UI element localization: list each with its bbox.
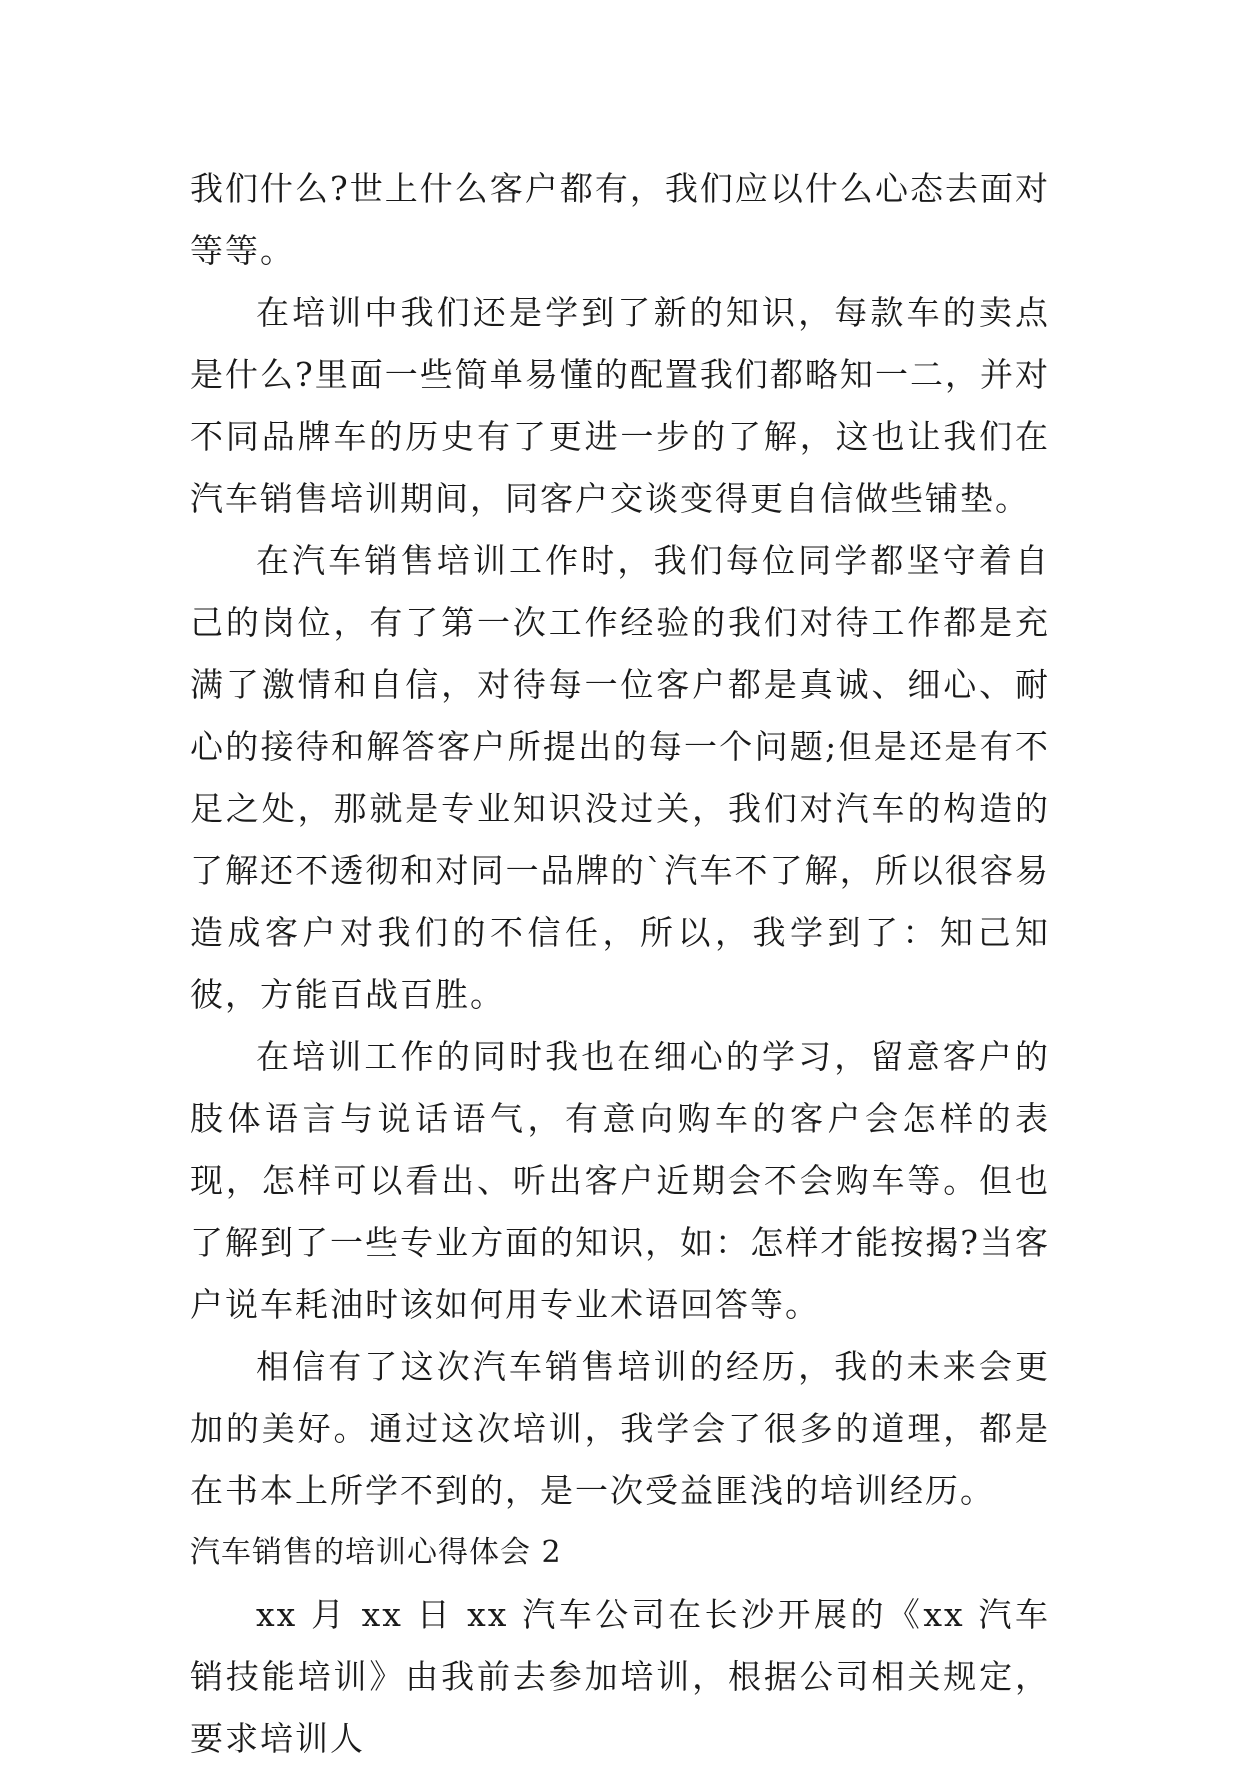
paragraph-5: 相信有了这次汽车销售培训的经历，我的未来会更加的美好。通过这次培训，我学会了很多的道理，都是在书本上所学不到的，是一次受益匪浅的培训经历。 (190, 1347, 1050, 1510)
paragraph-2: 在培训中我们还是学到了新的知识，每款车的卖点是什么?里面一些简单易懂的配置我们都略知一二，并对不同品牌车的历史有了更进一步的了解，这也让我们在汽车销售培训期间，同客户交谈变得更自信做些铺垫。 (190, 293, 1050, 518)
paragraph-3: 在汽车销售培训工作时，我们每位同学都坚守着自己的岗位，有了第一次工作经验的我们对待工作都是充满了激情和自信，对待每一位客户都是真诚、细心、耐心的接待和解答客户所提出的每一个问题;但是还是有不足之处，那就是专业知识没过关，我们对汽车的构造的了解还不透彻和对同一品牌的`汽车不了解，所以很容易造成客户对我们的不信任，所以，我学到了：知己知彼，方能百战百胜。 (190, 541, 1050, 1014)
paragraph-6: xx 月 xx 日 xx 汽车公司在长沙开展的《xx 汽车销技能培训》由我前去参加培训，根据公司相关规定，要求培训人 (190, 1595, 1050, 1758)
paragraph-4: 在培训工作的同时我也在细心的学习，留意客户的肢体语言与说话语气，有意向购车的客户会怎样的表现，怎样可以看出、听出客户近期会不会购车等。但也了解到了一些专业方面的知识，如：怎样才能按揭?当客户说车耗油时该如何用专业术语回答等。 (190, 1037, 1050, 1324)
paragraph-1: 我们什么?世上什么客户都有，我们应以什么心态去面对等等。 (190, 169, 1050, 270)
document-body (190, 158, 1050, 1770)
section-heading: 汽车销售的培训心得体会 2 (190, 1535, 562, 1570)
